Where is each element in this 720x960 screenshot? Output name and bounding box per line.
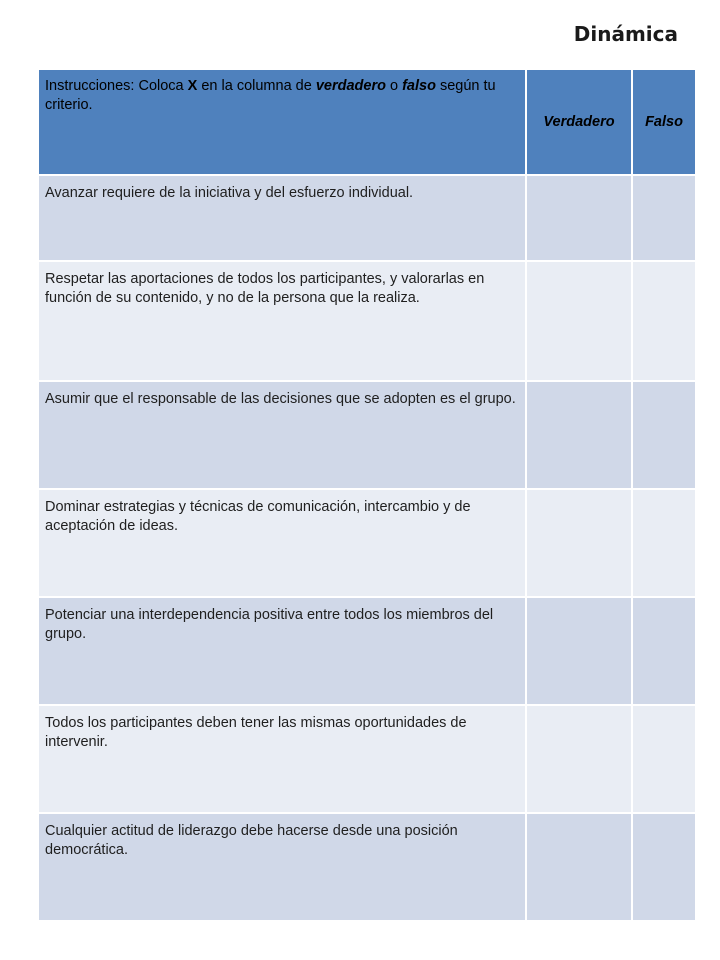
false-answer-cell[interactable] xyxy=(632,813,696,921)
statement-cell: Respetar las aportaciones de todos los participantes, y valorarlas en función de su contenido, y no de la persona que la realiza. xyxy=(38,261,526,381)
statement-cell: Avanzar requiere de la iniciativa y del esfuerzo individual. xyxy=(38,175,526,261)
false-answer-cell[interactable] xyxy=(632,175,696,261)
instructions-prefix: Instrucciones: Coloca xyxy=(45,78,188,94)
false-column-header: Falso xyxy=(632,69,696,175)
true-answer-cell[interactable] xyxy=(526,489,632,597)
statement-cell: Potenciar una interdependencia positiva entre todos los miembros del grupo. xyxy=(38,597,526,705)
false-answer-cell[interactable] xyxy=(632,381,696,489)
table-header-row xyxy=(38,69,696,175)
false-answer-cell[interactable] xyxy=(632,489,696,597)
instructions-suffix: según tu criterio. xyxy=(45,78,496,113)
true-column-header: Verdadero xyxy=(526,69,632,175)
false-answer-cell[interactable] xyxy=(632,261,696,381)
true-answer-cell[interactable] xyxy=(526,261,632,381)
instructions-false-word: falso xyxy=(402,78,436,94)
page-title: Dinámica xyxy=(573,22,678,46)
instructions-mark: X xyxy=(187,78,198,94)
instructions-mid-1: en la columna de xyxy=(197,78,316,94)
instructions-mid-2: o xyxy=(385,78,403,94)
statement-cell: Asumir que el responsable de las decisiones que se adopten es el grupo. xyxy=(38,381,526,489)
instructions-header xyxy=(38,69,526,175)
instructions-true-word: verdadero xyxy=(315,78,386,94)
table-row xyxy=(38,705,696,813)
true-answer-cell[interactable] xyxy=(526,597,632,705)
statement-cell: Dominar estrategias y técnicas de comunicación, intercambio y de aceptación de ideas. xyxy=(38,489,526,597)
true-answer-cell[interactable] xyxy=(526,175,632,261)
table-row xyxy=(38,489,696,597)
table-row xyxy=(38,261,696,381)
quiz-table xyxy=(37,68,697,922)
table-row xyxy=(38,597,696,705)
true-answer-cell[interactable] xyxy=(526,381,632,489)
table-row xyxy=(38,175,696,261)
table-row xyxy=(38,813,696,921)
false-answer-cell[interactable] xyxy=(632,705,696,813)
statement-cell: Cualquier actitud de liderazgo debe hacerse desde una posición democrática. xyxy=(38,813,526,921)
statement-cell: Todos los participantes deben tener las mismas oportunidades de intervenir. xyxy=(38,705,526,813)
true-answer-cell[interactable] xyxy=(526,705,632,813)
table-row xyxy=(38,381,696,489)
true-answer-cell[interactable] xyxy=(526,813,632,921)
false-answer-cell[interactable] xyxy=(632,597,696,705)
